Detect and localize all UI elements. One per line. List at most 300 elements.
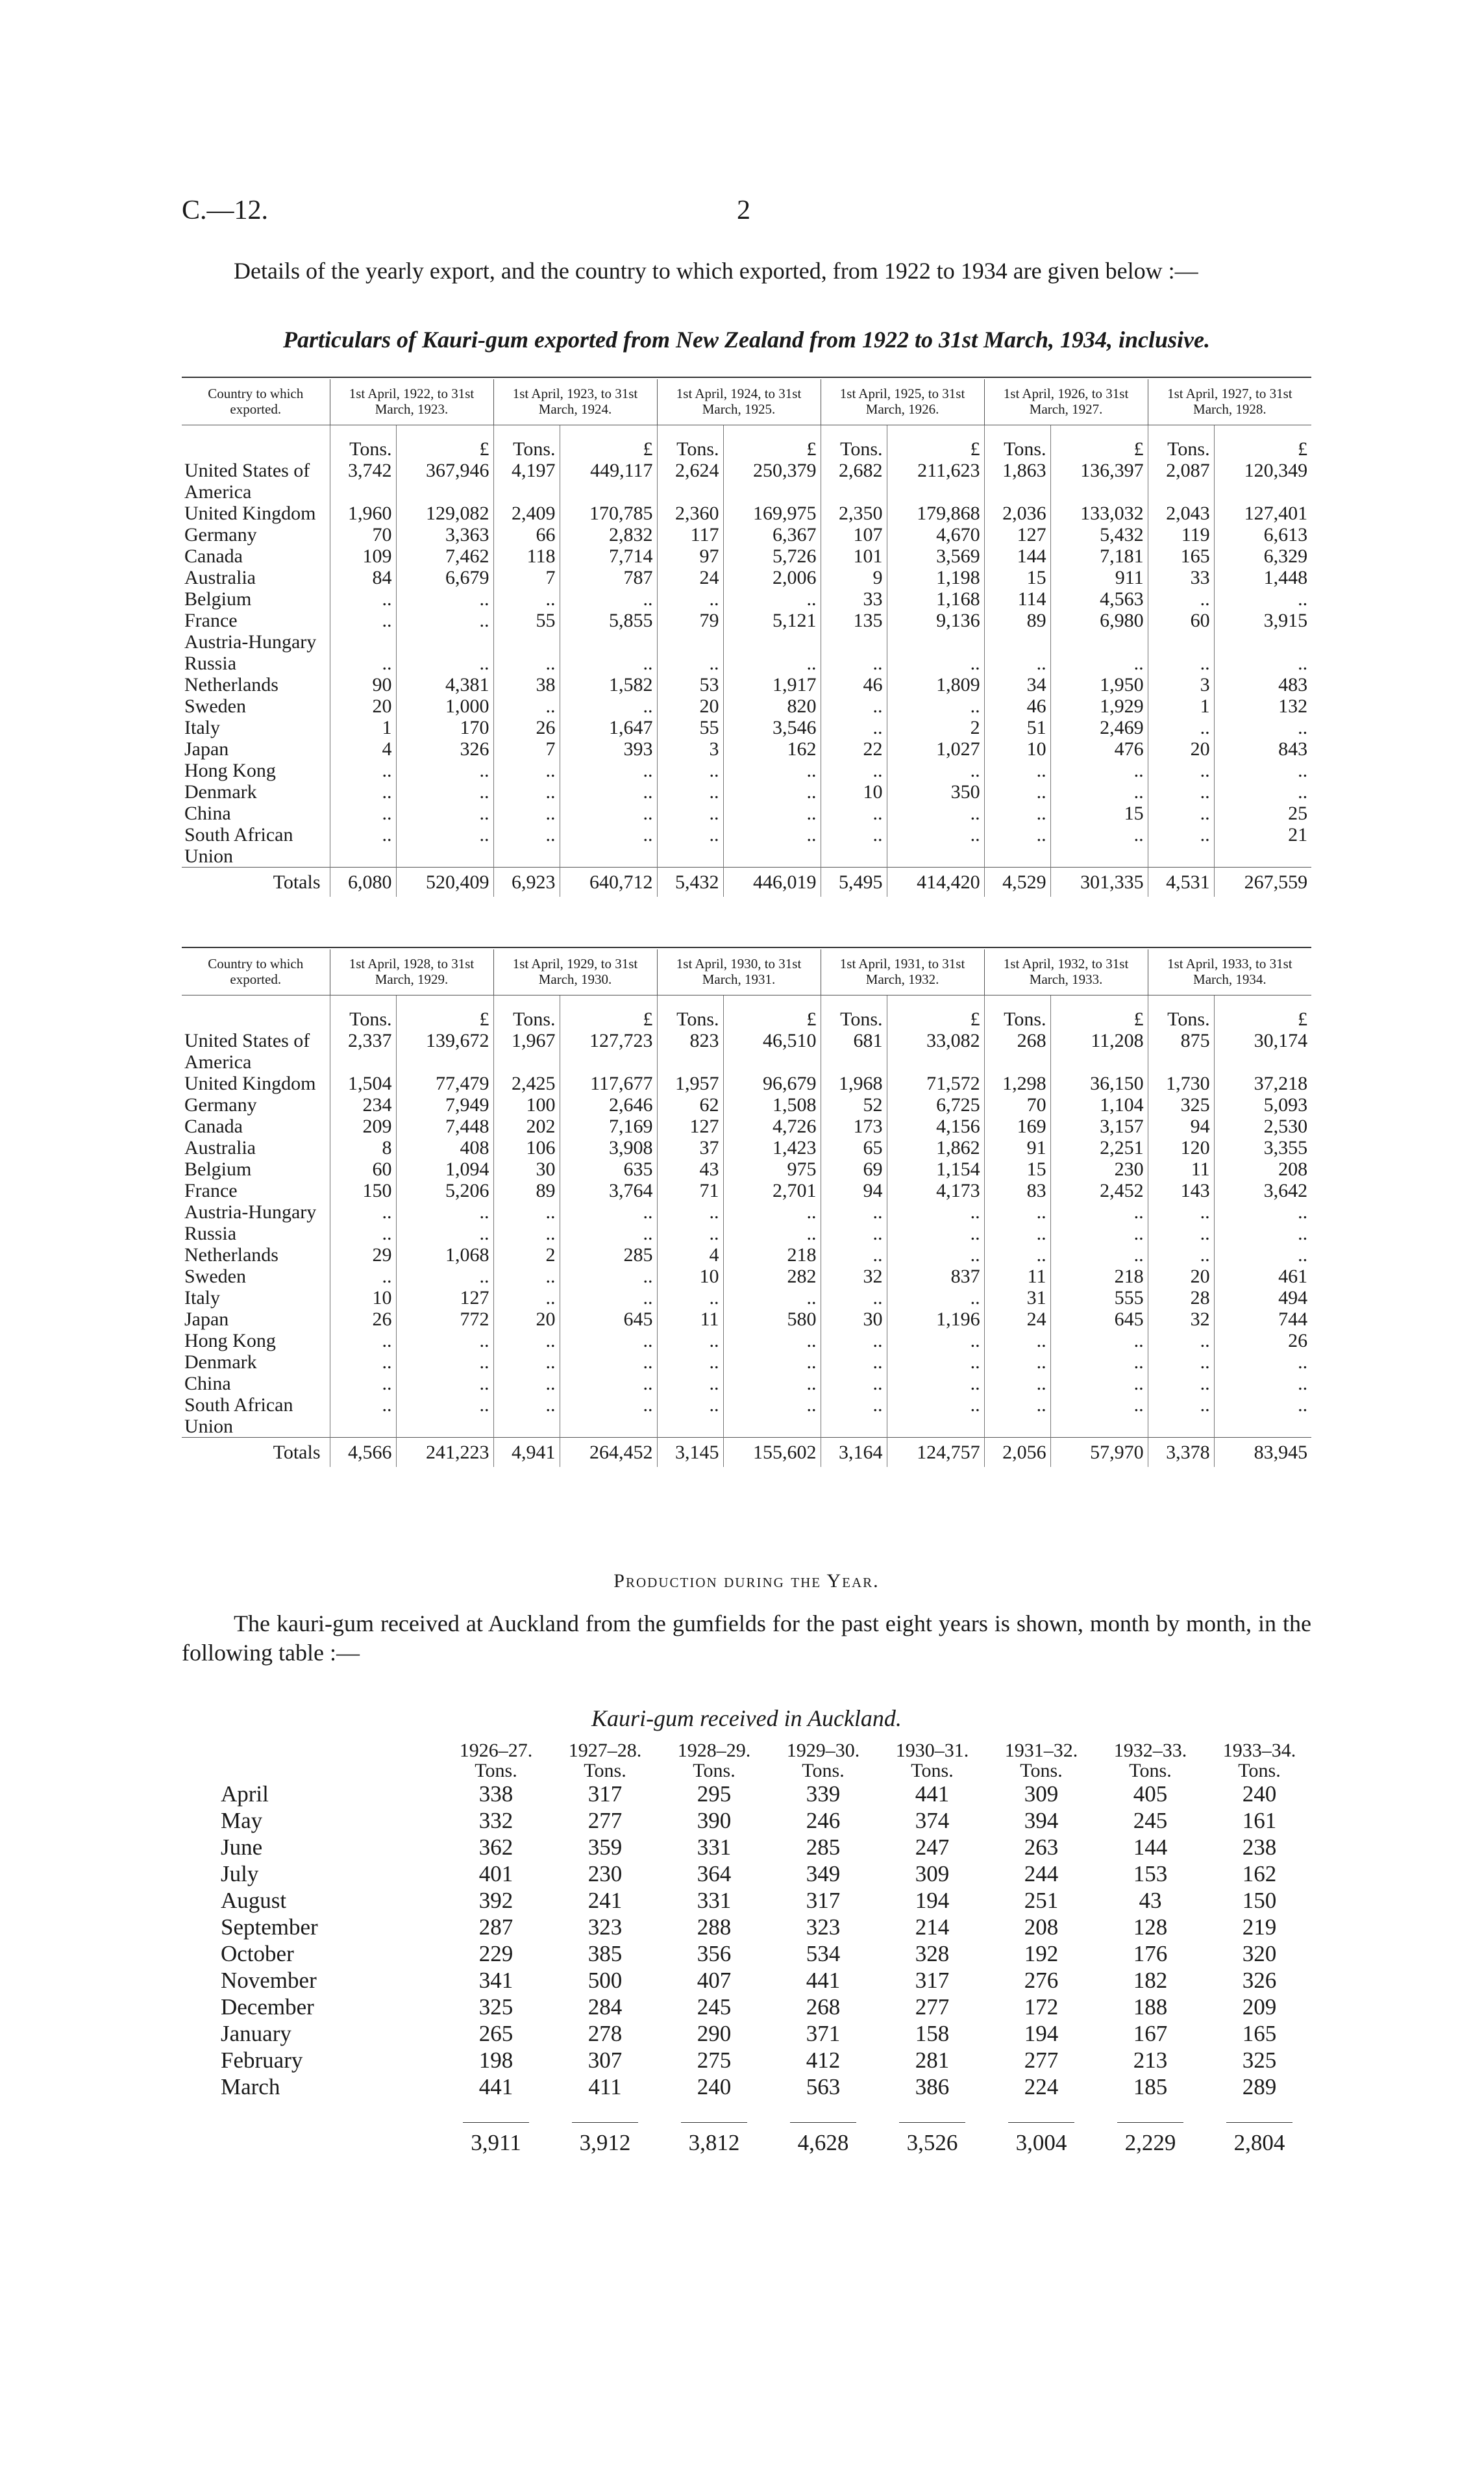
kg-cell: 240 [697,2074,732,2099]
table-row [182,567,1311,588]
period-column-header: 1st April, 1932, to 31st March, 1933. [984,949,1148,996]
table-cell: 132 [1214,695,1311,717]
table-cell [330,631,396,653]
kg-row [221,1781,1314,1807]
kg-unit-label: Tons. [1020,1760,1063,1781]
table-cell: .. [657,1351,723,1373]
totals-cell: 3,145 [657,1438,723,1468]
table-cell: .. [821,1373,887,1394]
table-cell: 1,647 [560,717,657,738]
totals-cell: 241,223 [396,1438,493,1468]
country-name [182,781,330,803]
table-cell: .. [821,1201,887,1223]
table-cell: 367,946 [396,460,493,503]
table-cell: 10 [984,738,1050,760]
country-name [182,674,330,695]
table-row [182,1073,1311,1094]
table-header-row [182,379,1311,425]
table-cell: 2,452 [1050,1180,1148,1201]
table-cell: .. [1148,803,1214,824]
country-label: United States of America [184,460,310,503]
kg-year-label: 1927–28. [568,1740,642,1761]
table-cell: .. [560,781,657,803]
kg-total-cell [878,2100,987,2156]
kg-unit-label: Tons. [475,1760,517,1781]
table-cell: .. [396,1351,493,1373]
table-cell: .. [396,1394,493,1438]
table-cell [887,631,984,653]
table-cell: 325 [1148,1094,1214,1116]
table-cell: .. [330,1330,396,1351]
table-row [182,1373,1311,1394]
kg-year-header [441,1740,550,1781]
table-cell: .. [821,1244,887,1266]
kg-cell: 359 [587,1835,623,1860]
table-cell: .. [1050,1373,1148,1394]
table-cell: .. [723,1394,821,1438]
kg-cell: 328 [915,1941,950,1966]
kg-month-label: January [221,2021,291,2046]
table-cell: 117 [657,524,723,545]
table-cell: .. [330,653,396,674]
table-cell: .. [396,803,493,824]
unit-label: Tons. [330,425,396,460]
table-cell: 1,068 [396,1244,493,1266]
unit-label: £ [396,996,493,1031]
country-label: Sweden [184,695,246,717]
kg-year-label: 1926–27. [459,1740,533,1761]
table-cell: 11,208 [1050,1030,1148,1073]
table-cell: 4,173 [887,1180,984,1201]
table-cell: .. [560,760,657,781]
table-cell: 268 [984,1030,1050,1073]
country-name [182,1137,330,1158]
kg-unit-label: Tons. [802,1760,845,1781]
kg-cell: 194 [915,1888,950,1913]
country-name [182,1030,330,1073]
table-cell: 46 [984,695,1050,717]
kg-cell: 241 [587,1888,623,1913]
table-cell: .. [493,1223,560,1244]
country-label: Hong Kong [184,760,276,781]
country-label: Canada [184,1116,243,1137]
kg-cell: 309 [1024,1781,1059,1807]
table-row [182,824,1311,868]
kg-cell: 150 [1242,1888,1277,1913]
country-label: South African Union [184,1394,293,1437]
kg-cell: 198 [478,2047,513,2073]
totals-cell: 155,602 [723,1438,821,1468]
table-cell: .. [984,1223,1050,1244]
unit-label: Tons. [657,425,723,460]
country-label: United Kingdom [184,1073,316,1094]
table-cell: 837 [887,1266,984,1287]
table-cell: .. [1214,1223,1311,1244]
table-cell: 1,863 [984,460,1050,503]
table-cell: .. [330,1223,396,1244]
kg-cell: 158 [915,2021,950,2046]
table-cell: 2,006 [723,567,821,588]
kg-year-label: 1929–30. [786,1740,860,1761]
totals-cell: 57,970 [1050,1438,1148,1468]
table-row [182,524,1311,545]
table-cell [984,631,1050,653]
table-cell: .. [493,1351,560,1373]
table-cell: 43 [657,1158,723,1180]
table-cell: 25 [1214,803,1311,824]
table-cell: 28 [1148,1287,1214,1309]
table-row [182,1330,1311,1351]
table-cell: .. [1050,1223,1148,1244]
table-cell: 2 [887,717,984,738]
totals-cell: 640,712 [560,868,657,897]
unit-label: £ [887,425,984,460]
table-cell: 218 [1050,1266,1148,1287]
table-cell: .. [1148,1223,1214,1244]
kg-cell: 276 [1024,1968,1059,1993]
kg-cell: 188 [1133,1994,1168,2020]
table-cell: 461 [1214,1266,1311,1287]
kg-cell: 295 [697,1781,732,1807]
country-label: Sweden [184,1266,246,1287]
table-cell: .. [984,1244,1050,1266]
table-cell: .. [330,824,396,868]
table-row [182,695,1311,717]
kg-year-header [878,1740,987,1781]
table-cell: 202 [493,1116,560,1137]
country-label: Italy [184,1287,220,1309]
kg-month-header [221,1740,441,1781]
table-cell: 823 [657,1030,723,1073]
kg-unit-label: Tons. [693,1760,736,1781]
table-cell: .. [887,1287,984,1309]
kg-cell: 172 [1024,1994,1059,2020]
table-cell: 285 [560,1244,657,1266]
table-cell: 135 [821,610,887,631]
kg-month [221,2073,441,2100]
totals-cell: 6,080 [330,868,396,897]
country-name [182,1351,330,1373]
country-name [182,1309,330,1330]
table-cell: .. [1214,1394,1311,1438]
table-cell: .. [657,588,723,610]
table-cell: .. [493,695,560,717]
production-heading: Production during the Year. [613,1570,880,1592]
kg-month [221,1860,441,1887]
kg-month [221,1887,441,1914]
period-column-header: 1st April, 1922, to 31st March, 1923. [330,379,493,425]
table-row [182,460,1311,503]
table-cell: 2,624 [657,460,723,503]
table-cell: 83 [984,1180,1050,1201]
table-cell: 580 [723,1309,821,1330]
totals-cell: 520,409 [396,868,493,897]
table-cell: 1,968 [821,1073,887,1094]
kg-cell: 176 [1133,1941,1168,1966]
country-name [182,1223,330,1244]
kg-total-cell [987,2100,1096,2156]
country-label: Japan [184,1309,229,1330]
table-row [182,631,1311,653]
kg-month [221,1994,441,2020]
unit-label: Tons. [1148,996,1214,1031]
table-cell: .. [493,1266,560,1287]
table-cell: 77,479 [396,1073,493,1094]
table-cell: .. [657,760,723,781]
table-cell: 7 [493,738,560,760]
table-cell: 1,198 [887,567,984,588]
table-cell: 2,350 [821,503,887,524]
kg-cell: 326 [1242,1968,1277,1993]
table-cell: .. [493,1394,560,1438]
table-cell: .. [657,653,723,674]
table-cell: 109 [330,545,396,567]
kg-total-cell [1096,2100,1205,2156]
kg-row [221,1994,1314,2020]
table-cell: .. [560,1373,657,1394]
table-cell: .. [1050,1201,1148,1223]
table-cell: .. [396,588,493,610]
table-cell: .. [560,1266,657,1287]
table-cell: .. [1214,760,1311,781]
kg-cell: 364 [697,1861,732,1886]
totals-cell: 264,452 [560,1438,657,1468]
table-cell: .. [1214,1244,1311,1266]
kg-cell: 441 [806,1968,841,1993]
period-column-header: 1st April, 1924, to 31st March, 1925. [657,379,821,425]
country-label: Belgium [184,1158,252,1180]
table-cell: 3,915 [1214,610,1311,631]
table-cell: 7,714 [560,545,657,567]
table-cell: 114 [984,588,1050,610]
kg-cell: 165 [1242,2021,1277,2046]
table-cell: 1,730 [1148,1073,1214,1094]
table-cell: 2,701 [723,1180,821,1201]
kg-cell: 144 [1133,1835,1168,1860]
table-cell: .. [1050,1244,1148,1266]
table-row [182,1351,1311,1373]
unit-label: Tons. [821,996,887,1031]
table-row [182,803,1311,824]
table-cell: .. [330,1201,396,1223]
table-cell: 1 [330,717,396,738]
table-cell: 97 [657,545,723,567]
table-cell: 230 [1050,1158,1148,1180]
table-cell: .. [560,824,657,868]
table-cell: .. [723,1287,821,1309]
kg-total-cell [769,2100,878,2156]
table-cell: 645 [560,1309,657,1330]
kg-cell: 332 [478,1808,513,1833]
kg-total-value: 2,229 [1117,2122,1184,2156]
unit-label: £ [1050,996,1148,1031]
table-cell: 15 [984,1158,1050,1180]
table-cell: .. [821,717,887,738]
kg-total-cell [441,2100,550,2156]
country-label: Netherlands [184,1244,278,1266]
kg-cell: 563 [806,2074,841,2099]
table-cell: 1,504 [330,1073,396,1094]
country-name [182,567,330,588]
kg-totals-spacer [221,2100,441,2156]
table-cell: .. [1214,1373,1311,1394]
table-cell: 476 [1050,738,1148,760]
kg-cell: 394 [1024,1808,1059,1833]
kg-cell: 213 [1133,2047,1168,2073]
kg-cell: 224 [1024,2074,1059,2099]
table-row [182,1266,1311,1287]
table-cell: .. [1148,1373,1214,1394]
table-cell: .. [657,1201,723,1223]
kg-cell: 192 [1024,1941,1059,1966]
table-cell: 681 [821,1030,887,1073]
kg-cell: 441 [478,2074,513,2099]
table-cell: .. [560,1330,657,1351]
table-cell: .. [984,803,1050,824]
totals-cell: 3,378 [1148,1438,1214,1468]
table-cell: 820 [723,695,821,717]
table-cell: .. [821,1330,887,1351]
period-column-header: 1st April, 1923, to 31st March, 1924. [493,379,657,425]
table-cell: 94 [821,1180,887,1201]
country-name [182,824,330,868]
table-cell: 24 [657,567,723,588]
table-cell: .. [657,824,723,868]
totals-cell: 3,164 [821,1438,887,1468]
kg-cell: 362 [478,1835,513,1860]
table-cell: .. [984,760,1050,781]
table-cell: .. [887,1330,984,1351]
table-cell: 6,725 [887,1094,984,1116]
kg-row [221,1807,1314,1834]
table-cell: .. [560,695,657,717]
table-cell: 139,672 [396,1030,493,1073]
table-cell: 79 [657,610,723,631]
table-cell: 555 [1050,1287,1148,1309]
table-cell: .. [330,1351,396,1373]
table-cell: 1,967 [493,1030,560,1073]
unit-label: Tons. [493,996,560,1031]
table-cell: 136,397 [1050,460,1148,503]
table-cell: 3,742 [330,460,396,503]
table-cell: .. [657,1373,723,1394]
table-cell: 33 [1148,567,1214,588]
table-cell: 46 [821,674,887,695]
table-cell: 1,809 [887,674,984,695]
kg-cell: 209 [1242,1994,1277,2020]
kg-cell: 285 [806,1835,841,1860]
kg-cell: 167 [1133,2021,1168,2046]
period-column-header: 1st April, 1933, to 31st March, 1934. [1148,949,1311,996]
kg-totals-row [221,2100,1314,2156]
table-cell: 772 [396,1309,493,1330]
country-label: France [184,610,238,631]
kg-month-label: December [221,1994,314,2020]
kg-total-value: 2,804 [1226,2122,1293,2156]
table-cell: .. [657,781,723,803]
kg-month-label: May [221,1808,263,1833]
table-cell: .. [493,781,560,803]
table-cell: 60 [330,1158,396,1180]
totals-label: Totals [182,868,330,897]
table-cell: .. [1148,1351,1214,1373]
table-cell: .. [560,1394,657,1438]
table-cell: .. [493,824,560,868]
kg-month [221,1914,441,1940]
table-cell: 89 [984,610,1050,631]
period-column-header: 1st April, 1927, to 31st March, 1928. [1148,379,1311,425]
table-cell [493,631,560,653]
kg-cell: 356 [697,1941,732,1966]
table-cell: 143 [1148,1180,1214,1201]
table-row [182,653,1311,674]
country-name [182,503,330,524]
table-cell: .. [1148,1394,1214,1438]
table-cell [723,631,821,653]
kg-month [221,1940,441,1967]
table-cell: 3 [657,738,723,760]
kg-year-header [550,1740,660,1781]
unit-label: Tons. [821,425,887,460]
table-cell: 3,764 [560,1180,657,1201]
table-cell: .. [723,781,821,803]
table-cell: 1,917 [723,674,821,695]
table-cell: 53 [657,674,723,695]
table-row [182,738,1311,760]
table-cell: .. [723,1373,821,1394]
table-cell: 20 [330,695,396,717]
kg-cell: 161 [1242,1808,1277,1833]
table-cell: 20 [1148,1266,1214,1287]
table-cell: 787 [560,567,657,588]
kg-month [221,1967,441,1994]
country-name [182,1373,330,1394]
table-cell: 55 [493,610,560,631]
table-cell: 1,423 [723,1137,821,1158]
kg-month-label: September [221,1914,318,1940]
kg-cell: 401 [478,1861,513,1886]
table-cell: 4,381 [396,674,493,695]
table-cell: 94 [1148,1116,1214,1137]
table-cell: 211,623 [887,460,984,503]
table-cell: 3,642 [1214,1180,1311,1201]
table-cell: 3,363 [396,524,493,545]
country-label: Denmark [184,1351,257,1373]
kg-year-label: 1931–32. [1004,1740,1078,1761]
table-cell: 4 [657,1244,723,1266]
table-cell: .. [887,695,984,717]
table-cell: 408 [396,1137,493,1158]
table-cell: 1,196 [887,1309,984,1330]
unit-label: Tons. [493,425,560,460]
table-cell: .. [984,824,1050,868]
kg-cell: 281 [915,2047,950,2073]
kg-cell: 277 [587,1808,623,1833]
country-name [182,1330,330,1351]
table-cell: 71 [657,1180,723,1201]
table-cell: 96,679 [723,1073,821,1094]
table-cell: .. [723,1351,821,1373]
country-label: Australia [184,1137,256,1158]
kg-year-header [1096,1740,1205,1781]
table-cell: 2,087 [1148,460,1214,503]
table-cell: 6,367 [723,524,821,545]
table-cell: 24 [984,1309,1050,1330]
table-cell: 119 [1148,524,1214,545]
table-cell: 4,563 [1050,588,1148,610]
table-row [182,1287,1311,1309]
kg-cell: 325 [1242,2047,1277,2073]
